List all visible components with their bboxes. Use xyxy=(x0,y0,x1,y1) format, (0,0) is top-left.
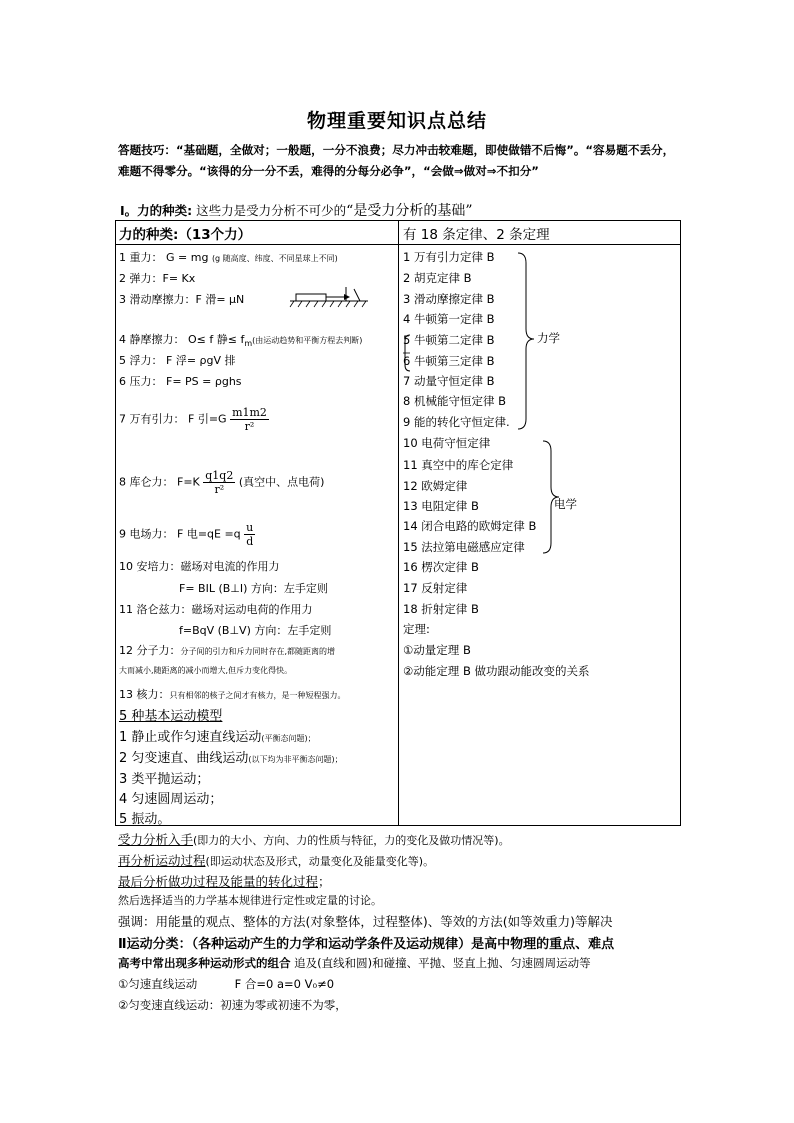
force-nuclear: 13 核力：只有相邻的核子之间才有核力，是一种短程强力。 xyxy=(119,688,346,701)
theorems-label: 定理: xyxy=(403,622,430,636)
law-item: 18 折射定律 B xyxy=(403,602,479,616)
law-item: 6 牛顿第三定律 B xyxy=(403,354,495,368)
motion-uniform-linear: ①匀速直线运动 F 合=0 a=0 V₀≠0 xyxy=(118,977,335,991)
inner-brace-icon xyxy=(402,333,412,373)
motion-models-title: 5 种基本运动模型 xyxy=(119,709,223,724)
force-gravitation: 7 万有引力： F 引=G $\frac{m1m2}{\text{r²}}$ xyxy=(119,406,267,433)
section1-desc: 这些力是受力分析不可少的 xyxy=(196,203,347,218)
section2-heading: Ⅱ运动分类：（各种运动产生的力学和运动学条件及运动规律）是高中物理的重点、难点 xyxy=(118,937,615,952)
law-item: 11 真空中的库仑定律 xyxy=(403,458,514,472)
forces-header: 力的种类:（13个力） xyxy=(119,227,252,243)
motion-model-5: 5 振动。 xyxy=(119,812,171,827)
analysis-line-2: 再分析运动过程(即运动状态及形式，动量变化及能量变化等)。 xyxy=(118,853,435,868)
forces-laws-table xyxy=(115,220,681,826)
motion-uniformly-accelerated: ②匀变速直线运动：初速为零或初速不为零， xyxy=(118,998,347,1012)
force-molecular-cont: 大而减小,随距离的减小而增大,但斥力变化得快。 xyxy=(119,666,293,675)
force-buoyancy: 5 浮力： F 浮= ρgV 排 xyxy=(119,354,236,367)
laws-header: 有 18 条定律、2 条定理 xyxy=(403,227,550,243)
law-item: 16 楞次定律 B xyxy=(403,560,479,574)
law-item: 8 机械能守恒定律 B xyxy=(403,394,507,408)
law-item: 14 闭合电路的欧姆定律 B xyxy=(403,519,537,533)
analysis-line-4: 然后选择适当的力学基本规律进行定性或定量的讨论。 xyxy=(118,894,382,907)
force-ampere: 10 安培力：磁场对电流的作用力 xyxy=(119,560,280,573)
law-item: 13 电阻定律 B xyxy=(403,499,479,513)
force-molecular: 12 分子力：分子间的引力和斥力同时存在,都随距离的增 xyxy=(119,644,336,657)
force-static-friction: 4 静摩擦力： O≤ f 静≤ $f_m$(由运动趋势和平衡方程去判断) xyxy=(119,333,363,349)
law-item: 1 万有引力定律 B xyxy=(403,250,495,264)
law-item: 9 能的转化守恒定律. xyxy=(403,415,510,429)
electricity-label: 电学 xyxy=(554,497,577,511)
section1-prefix: Ⅰ。力的种类: xyxy=(120,203,193,218)
mechanics-label: 力学 xyxy=(537,331,560,345)
theorem-item: ②动能定理 B 做功跟动能改变的关系 xyxy=(403,664,590,678)
analysis-line-3: 最后分析做功过程及能量的转化过程； xyxy=(118,874,331,889)
gravitation-fraction: $\frac{m1m2}{\text{r²}}$ xyxy=(232,406,267,433)
electric-fraction: $\frac{u}{d}$ xyxy=(246,521,254,548)
motion-model-3: 3 类平抛运动； xyxy=(119,772,210,787)
motion-model-1: 1 静止或作匀速直线运动(平衡态问题)； xyxy=(119,730,316,745)
mechanics-brace-icon xyxy=(516,251,536,431)
force-lorentz-formula: f=BqV (B⊥V) 方向：左手定则 xyxy=(179,624,332,637)
page-title: 物理重要知识点总结 xyxy=(306,110,487,132)
law-item: 2 胡克定律 B xyxy=(403,271,472,285)
analysis-line-5: 强调：用能量的观点、整体的方法(对象整体，过程整体)、等效的方法(如等效重力)等解决 xyxy=(118,914,613,929)
motion-model-4: 4 匀速圆周运动； xyxy=(119,792,223,807)
section2-subheading: 高考中常出现多种运动形式的组合 追及(直线和圆)和碰撞、平抛、竖直上抛、匀速圆周运动等 xyxy=(118,956,591,970)
section1-heading xyxy=(120,200,472,220)
theorem-item: ①动量定理 B xyxy=(403,643,471,657)
analysis-line-1: 受力分析入手(即力的大小、方向、力的性质与特征，力的变化及做功情况等)。 xyxy=(118,832,510,847)
force-lorentz: 11 洛仑兹力：磁场对运动电荷的作用力 xyxy=(119,603,313,616)
answer-tips xyxy=(118,140,678,182)
force-electric-field: 9 电场力： F 电=qE =q $\frac{u}{d}$ xyxy=(119,521,254,548)
law-item: 7 动量守恒定律 B xyxy=(403,374,495,388)
coulomb-fraction: $\frac{q1q2}{\text{r²}}$ xyxy=(205,469,234,496)
tips-text: “基础题，全做对；一般题，一分不浪费；尽力冲击较难题，即使做错不后悔”。“容易题不丢分，难题不得零分。“该得的分一分不丢，难得的分每分必争”，“会做⇒做对⇒不扣分” xyxy=(118,143,675,178)
force-ampere-formula: F= BIL (B⊥I) 方向：左手定则 xyxy=(179,582,328,595)
force-elastic: 2 弹力：F= Kx xyxy=(119,272,196,285)
section1-quote: “是受力分析的基础” xyxy=(346,203,473,219)
force-coulomb: 8 库仑力： F=K $\frac{q1q2}{\text{r²}}$ (真空中、点电荷) xyxy=(119,469,325,496)
law-item: 3 滑动摩擦定律 B xyxy=(403,292,495,306)
law-item: 12 欧姆定律 xyxy=(403,479,468,493)
force-gravity: 1 重力： G = mg (g 随高度、纬度、不同星球上不同) xyxy=(119,251,338,264)
law-item: 17 反射定律 xyxy=(403,581,468,595)
table-divider-horizontal xyxy=(116,244,680,245)
motion-model-2: 2 匀变速直、曲线运动(以下均为非平衡态问题)； xyxy=(119,751,343,766)
table-divider-vertical xyxy=(398,221,399,825)
law-item: 4 牛顿第一定律 B xyxy=(403,312,495,326)
law-item: 5 牛顿第二定律 B xyxy=(403,333,495,347)
law-item: 10 电荷守恒定律 xyxy=(403,436,491,450)
friction-diagram-icon xyxy=(288,283,370,309)
force-pressure: 6 压力： F= PS = ρghs xyxy=(119,375,242,388)
tips-label: 答题技巧： xyxy=(118,143,176,157)
law-item: 15 法拉第电磁感应定律 xyxy=(403,540,525,554)
force-sliding-friction: 3 滑动摩擦力：F 滑= μN xyxy=(119,293,245,306)
